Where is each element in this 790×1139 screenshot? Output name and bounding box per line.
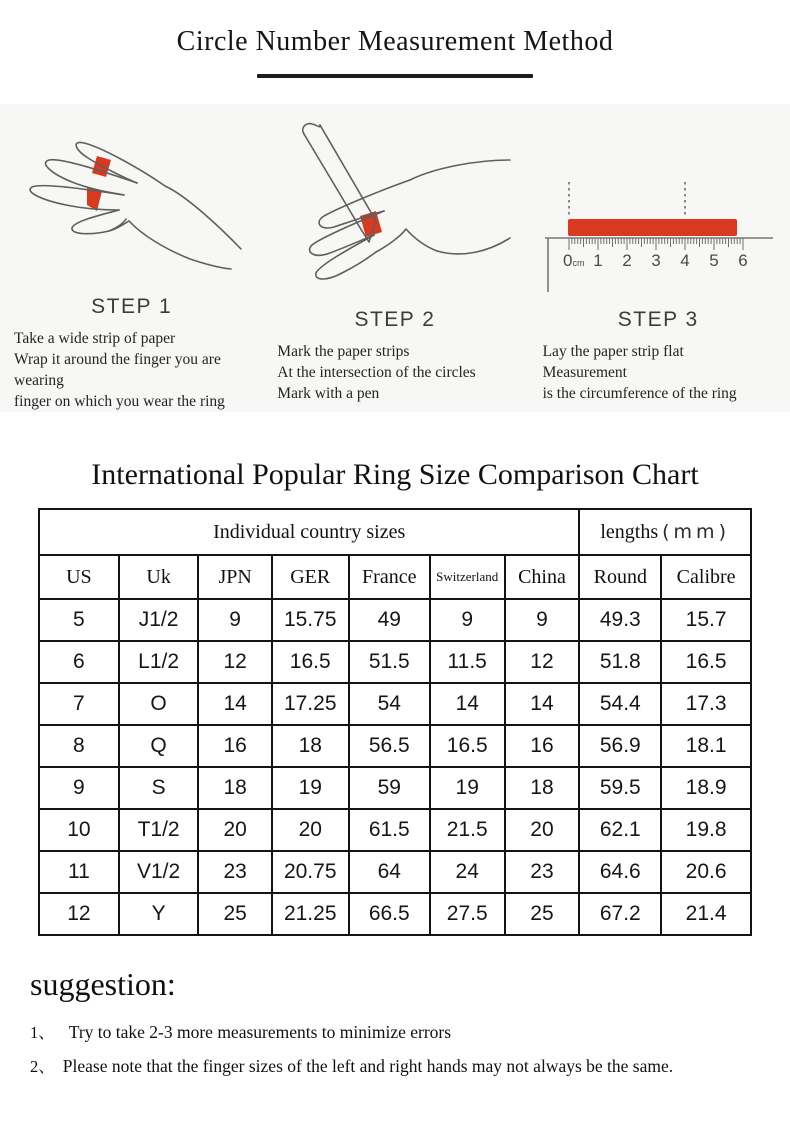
step-line: Mark with a pen	[277, 385, 380, 402]
step-line: Lay the paper strip flat	[542, 343, 684, 360]
table-cell: 21.5	[430, 809, 505, 851]
table-cell: J1/2	[119, 599, 199, 641]
list-item	[30, 1019, 760, 1043]
table-cell: 19	[272, 767, 349, 809]
step-line: At the intersection of the circles	[277, 364, 476, 381]
table-cell: 16	[198, 725, 271, 767]
step-column-1	[0, 104, 263, 412]
table-cell: S	[119, 767, 199, 809]
column-header: US	[39, 555, 119, 599]
column-header: JPN	[198, 555, 271, 599]
ruler-number: 4	[680, 251, 690, 270]
table-cell: 9	[198, 599, 271, 641]
table-cell: 9	[39, 767, 119, 809]
table-cell: 7	[39, 683, 119, 725]
column-header-row	[39, 555, 751, 599]
ruler-number: 2	[622, 251, 632, 270]
column-header: France	[349, 555, 430, 599]
step-column-2	[263, 104, 526, 412]
table-cell: 20	[272, 809, 349, 851]
table-cell: 59.5	[579, 767, 661, 809]
table-cell: 23	[505, 851, 580, 893]
table-cell: 54.4	[579, 683, 661, 725]
column-header: China	[505, 555, 580, 599]
lengths-label: lengths	[600, 520, 659, 543]
table-cell: 14	[430, 683, 505, 725]
table-cell: 19	[430, 767, 505, 809]
page-title: Circle Number Measurement Method	[176, 26, 614, 57]
table-cell: 59	[349, 767, 430, 809]
table-cell: 10	[39, 809, 119, 851]
table-cell: 16	[505, 725, 580, 767]
table-cell: 11	[39, 851, 119, 893]
list-marker: 1、	[30, 1023, 55, 1042]
table-row	[39, 809, 751, 851]
table-cell: 9	[505, 599, 580, 641]
ruler-number: 0cm	[563, 251, 585, 270]
group-header-individual: Individual country sizes	[39, 509, 579, 555]
table-cell: Q	[119, 725, 199, 767]
group-header-row	[39, 509, 751, 555]
table-cell: 54	[349, 683, 430, 725]
suggestion-list	[30, 1019, 760, 1077]
ring-size-table	[38, 508, 752, 936]
table-cell: 21.25	[272, 893, 349, 935]
ruler-number: 6	[738, 251, 748, 270]
list-marker: 2、	[30, 1057, 55, 1076]
table-row	[39, 725, 751, 767]
chart-title: International Popular Ring Size Comparison Chart	[91, 458, 699, 491]
step-illustration	[0, 104, 263, 287]
table-row	[39, 767, 751, 809]
table-cell: 17.3	[661, 683, 751, 725]
table-cell: 64	[349, 851, 430, 893]
hand-pen-illustration	[270, 118, 520, 300]
table-cell: 64.6	[579, 851, 661, 893]
table-cell: 62.1	[579, 809, 661, 851]
ruler-number: 3	[651, 251, 661, 270]
table-cell: 12	[505, 641, 580, 683]
title-underline	[257, 74, 533, 78]
table-cell: 16.5	[430, 725, 505, 767]
step-illustration	[263, 104, 526, 300]
list-text: Please note that the finger sizes of the left and right hands may not always be the same.	[62, 1056, 674, 1076]
step-label: STEP 3	[617, 308, 699, 331]
table-cell: 56.5	[349, 725, 430, 767]
table-cell: Y	[119, 893, 199, 935]
step-description	[263, 341, 526, 404]
ruler-number: 5	[709, 251, 719, 270]
table-cell: 14	[505, 683, 580, 725]
table-cell: 20	[198, 809, 271, 851]
table-cell: 16.5	[661, 641, 751, 683]
table-cell: 67.2	[579, 893, 661, 935]
table-cell: 20.75	[272, 851, 349, 893]
table-cell: 6	[39, 641, 119, 683]
table-cell: 61.5	[349, 809, 430, 851]
column-header: Switzerland	[430, 555, 505, 599]
table-cell: 51.8	[579, 641, 661, 683]
table-cell: 5	[39, 599, 119, 641]
table-cell: 49	[349, 599, 430, 641]
hand-paper-strip-illustration	[13, 129, 251, 287]
table-cell: 27.5	[430, 893, 505, 935]
step-line: finger on which you wear the ring	[14, 393, 225, 410]
table-cell: T1/2	[119, 809, 199, 851]
table-cell: 20	[505, 809, 580, 851]
step-line: Take a wide strip of paper	[14, 330, 176, 347]
title-section	[0, 0, 790, 78]
step-description	[527, 341, 790, 404]
table-cell: 20.6	[661, 851, 751, 893]
table-cell: 19.8	[661, 809, 751, 851]
column-header: GER	[272, 555, 349, 599]
table-row	[39, 683, 751, 725]
ruler-ticks	[569, 238, 743, 250]
column-header: Uk	[119, 555, 199, 599]
table-cell: 18.9	[661, 767, 751, 809]
column-header: Round	[579, 555, 661, 599]
table-cell: 21.4	[661, 893, 751, 935]
table-cell: 51.5	[349, 641, 430, 683]
table-cell: V1/2	[119, 851, 199, 893]
list-text: Try to take 2-3 more measurements to minimize errors	[68, 1022, 452, 1042]
table-cell: 12	[39, 893, 119, 935]
table-cell: 18.1	[661, 725, 751, 767]
table-cell: 66.5	[349, 893, 430, 935]
table-cell: 15.75	[272, 599, 349, 641]
table-cell: 8	[39, 725, 119, 767]
table-row	[39, 641, 751, 683]
table-row	[39, 599, 751, 641]
table-cell: 25	[198, 893, 271, 935]
ruler-illustration	[539, 142, 777, 300]
group-header-lengths	[579, 509, 751, 555]
table-cell: 12	[198, 641, 271, 683]
table-cell: 25	[505, 893, 580, 935]
steps-panel	[0, 104, 790, 412]
table-body	[39, 599, 751, 935]
step-line: Measurement	[542, 364, 627, 381]
step-column-3	[527, 104, 790, 412]
column-header: Calibre	[661, 555, 751, 599]
suggestion-heading: suggestion:	[30, 966, 176, 1002]
step-line: Mark the paper strips	[277, 343, 410, 360]
table-cell: 18	[198, 767, 271, 809]
step-description	[0, 328, 263, 412]
table-cell: 15.7	[661, 599, 751, 641]
table-cell: 16.5	[272, 641, 349, 683]
table-cell: 18	[272, 725, 349, 767]
suggestion-section	[30, 966, 760, 1077]
list-item	[30, 1053, 760, 1077]
ruler-number: 1	[593, 251, 603, 270]
step-line: Wrap it around the finger you are wearing	[14, 351, 221, 389]
table-cell: 18	[505, 767, 580, 809]
table-row	[39, 851, 751, 893]
table-row	[39, 893, 751, 935]
table-cell: 14	[198, 683, 271, 725]
table-cell: 11.5	[430, 641, 505, 683]
step-line: is the circumference of the ring	[542, 385, 737, 402]
table-cell: O	[119, 683, 199, 725]
table-cell: L1/2	[119, 641, 199, 683]
step-illustration	[527, 104, 790, 300]
table-cell: 9	[430, 599, 505, 641]
table-cell: 23	[198, 851, 271, 893]
table-cell: 17.25	[272, 683, 349, 725]
step-label: STEP 2	[354, 308, 436, 331]
table-cell: 24	[430, 851, 505, 893]
table-cell: 56.9	[579, 725, 661, 767]
step-label: STEP 1	[91, 295, 173, 318]
lengths-unit: (mm)	[662, 520, 730, 543]
table-cell: 49.3	[579, 599, 661, 641]
